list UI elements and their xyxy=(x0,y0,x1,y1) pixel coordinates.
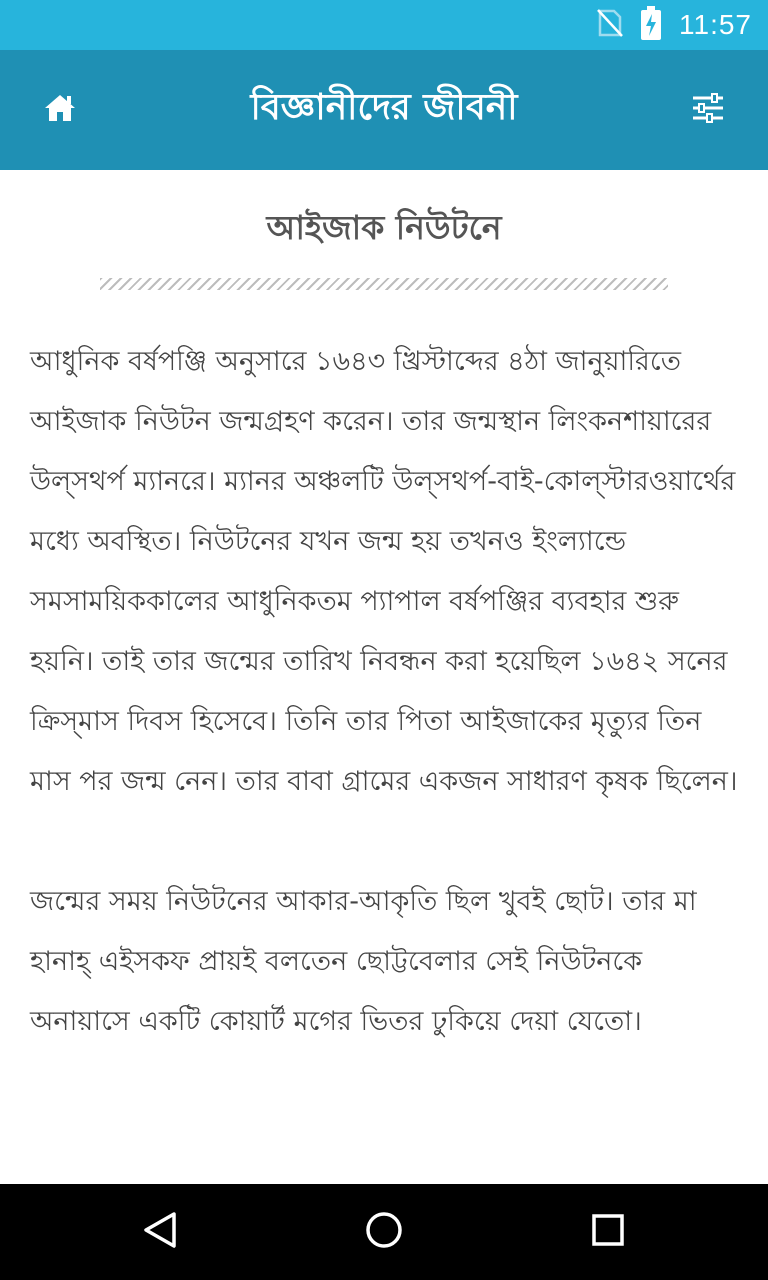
home-circle-icon xyxy=(364,1210,404,1254)
navigation-bar xyxy=(0,1184,768,1280)
status-icons xyxy=(597,0,752,50)
article-paragraph: আধুনিক বর্ষপঞ্জি অনুসারে ১৬৪৩ খ্রিস্টাব্দের ৪ঠা জানুয়ারিতে আইজাক নিউটন জন্মগ্রহণ করেন। তার জন্মস্থান লিংকনশায়ারের উল্‌সথর্প ম্যানরে। ম্যানর অঞ্চলটি উল্‌সথর্প-বাই-কোল্‌স্টারওয়ার্থের মধ্যে অবস্থিত। নিউটনের যখন জন্ম হয় তখনও ইংল্যান্ডে সমসাময়িককালের আধুনিকতম প্যাপাল বর্ষপঞ্জির ব্যবহার শুরু হয়নি। তাই তার জন্মের তারিখ নিবন্ধন করা হয়েছিল ১৬৪২ সনের ক্রিস্‌মাস দিবস হিসেবে। তিনি তার পিতা আইজাকের মৃত্যুর তিন মাস পর জন্ম নেন। তার বাবা গ্রামের একজন সাধারণ কৃষক ছিলেন। xyxy=(30,346,738,797)
article-content[interactable] xyxy=(0,170,768,1184)
home-icon xyxy=(43,93,77,127)
nav-home-button[interactable] xyxy=(354,1202,414,1262)
nav-back-button[interactable] xyxy=(130,1202,190,1262)
nav-recents-button[interactable] xyxy=(578,1202,638,1262)
article-title: আইজাক নিউটনে xyxy=(266,208,502,247)
home-button[interactable] xyxy=(30,80,90,140)
battery-charging-icon xyxy=(641,6,661,44)
recents-square-icon xyxy=(588,1210,628,1254)
title-divider xyxy=(100,278,668,290)
settings-button[interactable] xyxy=(678,80,738,140)
back-triangle-icon xyxy=(140,1210,180,1254)
status-time: 11:57 xyxy=(679,9,752,40)
no-sim-icon xyxy=(597,8,623,42)
article-paragraph: জন্মের সময় নিউটনের আকার-আকৃতি ছিল খুবই ছোট। তার মা হানাহ্‌ এইসকফ প্রায়ই বলতেন ছোট্টবেলার সেই নিউটনকে অনায়াসে একটি কোয়ার্ট মগের ভিতর ঢুকিয়ে দেয়া যেতো। xyxy=(30,886,697,1037)
settings-sliders-icon xyxy=(692,93,724,127)
app-bar xyxy=(0,50,768,170)
app-title: বিজ্ঞানীদের জীবনী xyxy=(250,87,518,128)
status-bar xyxy=(0,0,768,50)
